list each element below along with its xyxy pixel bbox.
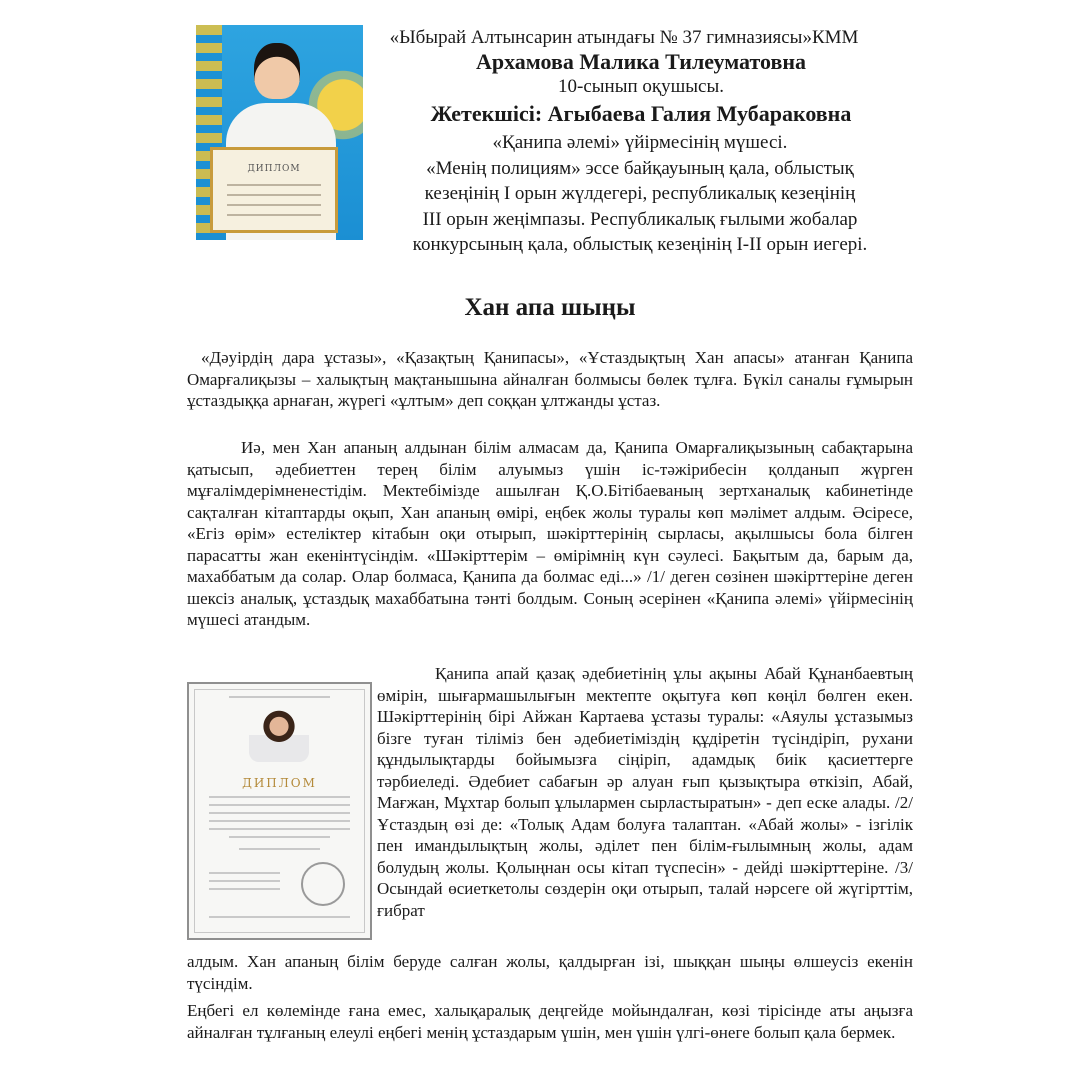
diploma-image [187, 682, 372, 940]
article-title: Хан апа шыңы [464, 294, 636, 321]
article-paragraph-3-tail: алдым. Хан апаның білім беруде салған жолы, қалдырған ізі, шыққан шыңы өлшеусіз екенін түсіндім. [187, 952, 913, 993]
bio-line: конкурсының қала, облыстық кезеңінің І-ІІ орын иегері. [412, 234, 868, 255]
held-diploma-label: ДИПЛОМ [247, 164, 301, 174]
bio-line: ІІІ орын жеңімпазы. Республикалық ғылыми жобалар [422, 208, 858, 230]
student-grade: 10-сынып оқушысы. [558, 76, 724, 97]
bio-line: «Менің полициям» эссе байқауының қала, облыстық [426, 157, 854, 179]
student-bio [372, 130, 908, 258]
student-head [254, 43, 300, 99]
bio-line: «Қанипа әлемі» үйірмесінің мүшесі. [492, 132, 788, 153]
student-name: Архамова Малика Тилеуматовна [475, 49, 807, 74]
held-diploma [210, 147, 338, 233]
school-name: «Ыбырай Алтынсарин атындағы № 37 гимназиясы»КММ [389, 27, 859, 48]
article-paragraph-1: «Дәуірдің дара ұстазы», «Қазақтың Қанипасы», «Ұстаздықтың Хан апасы» атанған Қанипа Омарғалиқызы – халықтың мақтанышына айналған болмысы бөлек тұлға. Бүкіл саналы ғұмырын ұстаздыққа арнаған, жүрегі «ұлтым» деп соққан ұлтжанды ұстаз. [187, 348, 913, 410]
article-paragraph-3 [377, 663, 913, 921]
diploma-image-label: ДИПЛОМ [242, 776, 317, 790]
diploma-stamp [301, 862, 345, 906]
article-paragraph-3-text: Қанипа апай қазақ әдебиетінің ұлы ақыны Абай Құнанбаевтың өмірін, шығармашылығын мектепте оқытуға көп көңіл бөлген екен. Шәкірттерінің бірі Айжан Картаева ұстазы туралы: «Аяулы ұстазымыз бізге туған тіліміз бен әдебиетіміздің құдіретін түсіндіріп, рухани құндылықтарды бойымызға сіңіріп, адамдық биік қасиеттерге тәрбиеледі. Әдебиет сабағын әр алуан ғып қызықтыра өткізіп, Абай, Мағжан, Мұхтар болып ұлылармен сырластыратын» - деп еске алады. /2/Ұстаздың өзі де: «Толық Адам болуға талаптан. «Абай жолы» - ізгілік пен имандылықтың жолы, әділет пен білім-ғылымның жолы, адам болудың жолы. Қолыңнан осы кітап түспесін» - дейді шәкірттеріне. /3/ Осындай өсиеткетолы сөздерін оқи отырып, талай нәрсеге ой жүгірттім, ғибрат [377, 664, 913, 920]
article-paragraph-4: Еңбегі ел көлемінде ғана емес, халықаралық деңгейде мойындалған, көзі тірісінде аты аңызға айналған тұлғаның елеулі еңбегі менің ұстаздарым үшін, мен үшін үлгі-өнеге болып қала бермек. [187, 1001, 913, 1042]
student-photo [196, 25, 363, 240]
supervisor-name: Жетекшісі: Агыбаева Галия Мубараковна [430, 101, 852, 126]
bio-line: кезеңінің І орын жүлдегері, республикалық кезеңінің [424, 183, 856, 204]
diploma-portrait [249, 708, 309, 762]
article-paragraph-2: Иә, мен Хан апаның алдынан білім алмасам да, Қанипа Омарғалиқызының сабақтарына қатысып, әдебиеттен терең білім алуымыз үшін іс-тәжірибесін қолданып жүрген мұғалімдерімненестідім. Мектебімізде ашылған Қ.О.Бітібаеваның зертханалық кабинетінде сақталған кітаптарды оқып, Хан апаның өмірі, еңбек жолы туралы көп мәлімет алдым. Әсіресе, «Егіз өрім» естеліктер кітабын оқи отырып, шәкірттерінің сырласы, ақылшысы бола білген парасатты жан екенінтүсіндім. «Шәкірттерім – өмірімнің күн сәулесі. Бақытым да, барым да, махаббатым да солар. Олар болмаса, Қанипа да болмас еді...» /1/ деген сөзінен шәкірттеріне деген шексіз аналық, ұстаздық махаббатына тәнті болдым. Соның әсерінен «Қанипа әлемі» үйірмесінің мүшесі атандым. [187, 438, 913, 629]
